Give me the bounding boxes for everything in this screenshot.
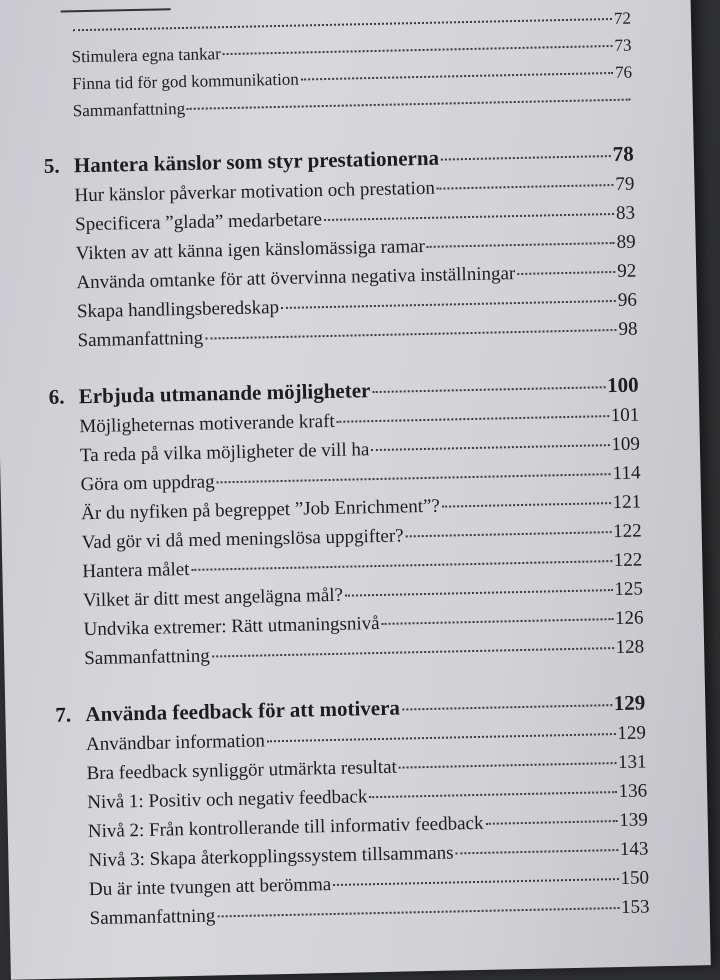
entry-title: Sammanfattning <box>84 645 211 670</box>
entry-title: Nivå 1: Positiv och negativ feedback <box>87 786 368 814</box>
dot-leader <box>324 213 614 221</box>
entry-page: 153 <box>620 896 650 918</box>
entry-page: 129 <box>617 722 647 745</box>
dot-leader <box>281 300 616 309</box>
entry-title: Finna tid för god kommunikation <box>71 69 299 94</box>
dot-leader <box>456 849 618 854</box>
entry-title: Du är inte tvungen att berömma <box>88 874 332 901</box>
dot-leader <box>437 184 614 190</box>
entry-title: Hur känslor påverkar motivation och prestation <box>74 177 436 207</box>
entry-title: Möjligheternas motiverande kraft <box>79 410 335 438</box>
chapter-title: Erbjuda utmanande möjligheter <box>78 378 371 409</box>
entry-title: Sammanfattning <box>72 98 186 121</box>
dot-leader <box>369 791 616 798</box>
entry-page: 121 <box>612 491 642 514</box>
dot-leader <box>442 502 611 508</box>
entry-page: 126 <box>614 607 644 630</box>
chapter-page: 129 <box>613 690 646 716</box>
entry-page: 98 <box>618 318 638 340</box>
entry-title: Bra feedback synliggör utmärkta resultat <box>86 756 398 785</box>
chapter-title: Använda feedback för att motivera <box>85 695 401 727</box>
entry-title: Är du nyfiken på begreppet ”Job Enrichment”? <box>80 495 441 525</box>
dot-leader <box>406 531 612 537</box>
dot-leader <box>382 618 613 625</box>
chapter-number: 7. <box>55 702 72 727</box>
entry-page: 83 <box>615 202 636 224</box>
dot-leader <box>217 473 611 483</box>
dot-leader <box>402 704 612 710</box>
entry-title: Undvika extremer: Rätt utmaningsnivå <box>83 612 380 641</box>
chapter-number: 5. <box>43 153 60 178</box>
entry-title: Ta reda på vilka möjligheter de vill ha <box>79 439 370 467</box>
entry-page: 125 <box>614 578 644 601</box>
entry-page: 96 <box>617 289 638 311</box>
dot-leader <box>427 242 615 248</box>
dot-leader <box>441 155 611 161</box>
dot-leader <box>191 560 611 571</box>
dot-leader <box>267 733 616 742</box>
entry-page: 109 <box>611 433 641 456</box>
dot-leader <box>517 271 615 275</box>
dot-leader <box>371 444 609 451</box>
entry-page: 92 <box>617 260 637 282</box>
chapter-title: Hantera känslor som styr prestationerna <box>73 145 440 178</box>
entry-page: 101 <box>610 404 640 427</box>
entry-page: 150 <box>620 867 650 889</box>
entry-page: 131 <box>617 751 647 774</box>
dot-leader <box>372 386 605 393</box>
entry-title: Vad gör vi då med meningslösa uppgifter? <box>81 525 404 554</box>
entry-title: Stimulera egna tankar <box>71 44 221 67</box>
dot-leader <box>485 820 617 825</box>
dot-leader <box>223 45 613 55</box>
entry-page: 76 <box>614 62 633 82</box>
entry-page: 72 <box>613 8 632 28</box>
entry-title: Hantera målet <box>82 558 190 583</box>
entry-page: 139 <box>619 809 648 832</box>
dot-leader <box>205 329 616 340</box>
entry-page: 128 <box>615 636 645 659</box>
entry-title: Skapa handlingsberedskap <box>76 297 280 323</box>
dot-leader <box>337 415 609 423</box>
entry-page: 122 <box>612 520 642 543</box>
dot-leader <box>187 99 631 110</box>
entry-title: Sammanfattning <box>77 327 204 352</box>
chapter-number: 6. <box>48 384 65 409</box>
entry-title: Vikten av att känna igen känslomässiga ramar <box>75 235 426 265</box>
entry-page: 143 <box>619 838 649 860</box>
entry-title: Använda omtanke för att övervinna negativa inställningar <box>76 263 516 294</box>
entry-page: 122 <box>613 549 643 572</box>
dot-leader <box>73 18 612 31</box>
dot-leader <box>212 647 614 657</box>
entry-title: Nivå 2: Från kontrollerande till informativ feedback <box>87 812 484 843</box>
entry-page: 136 <box>618 780 648 803</box>
chapter-page: 100 <box>606 372 639 398</box>
entry-page: 79 <box>615 173 635 195</box>
dot-leader <box>345 589 612 597</box>
table-of-contents <box>41 5 650 934</box>
top-rule <box>61 8 171 12</box>
entry-title: Specificera ”glada” medarbetare <box>74 209 323 236</box>
entry-title: Nivå 3: Skapa återkopplingssystem tillsammans <box>88 842 454 872</box>
chapter-page: 78 <box>612 141 635 166</box>
entry-title: Vilket är ditt mest angelägna mål? <box>82 584 344 612</box>
entry-title: Användbar information <box>85 730 266 756</box>
dot-leader <box>217 907 619 917</box>
entry-title: Göra om uppdrag <box>80 471 215 496</box>
dot-leader <box>399 762 616 769</box>
entry-page: 73 <box>614 35 632 55</box>
entry-page: 89 <box>616 231 636 253</box>
entry-page: 114 <box>612 462 641 485</box>
entry-title: Sammanfattning <box>89 905 216 930</box>
dot-leader <box>301 72 613 81</box>
dot-leader <box>333 878 618 886</box>
